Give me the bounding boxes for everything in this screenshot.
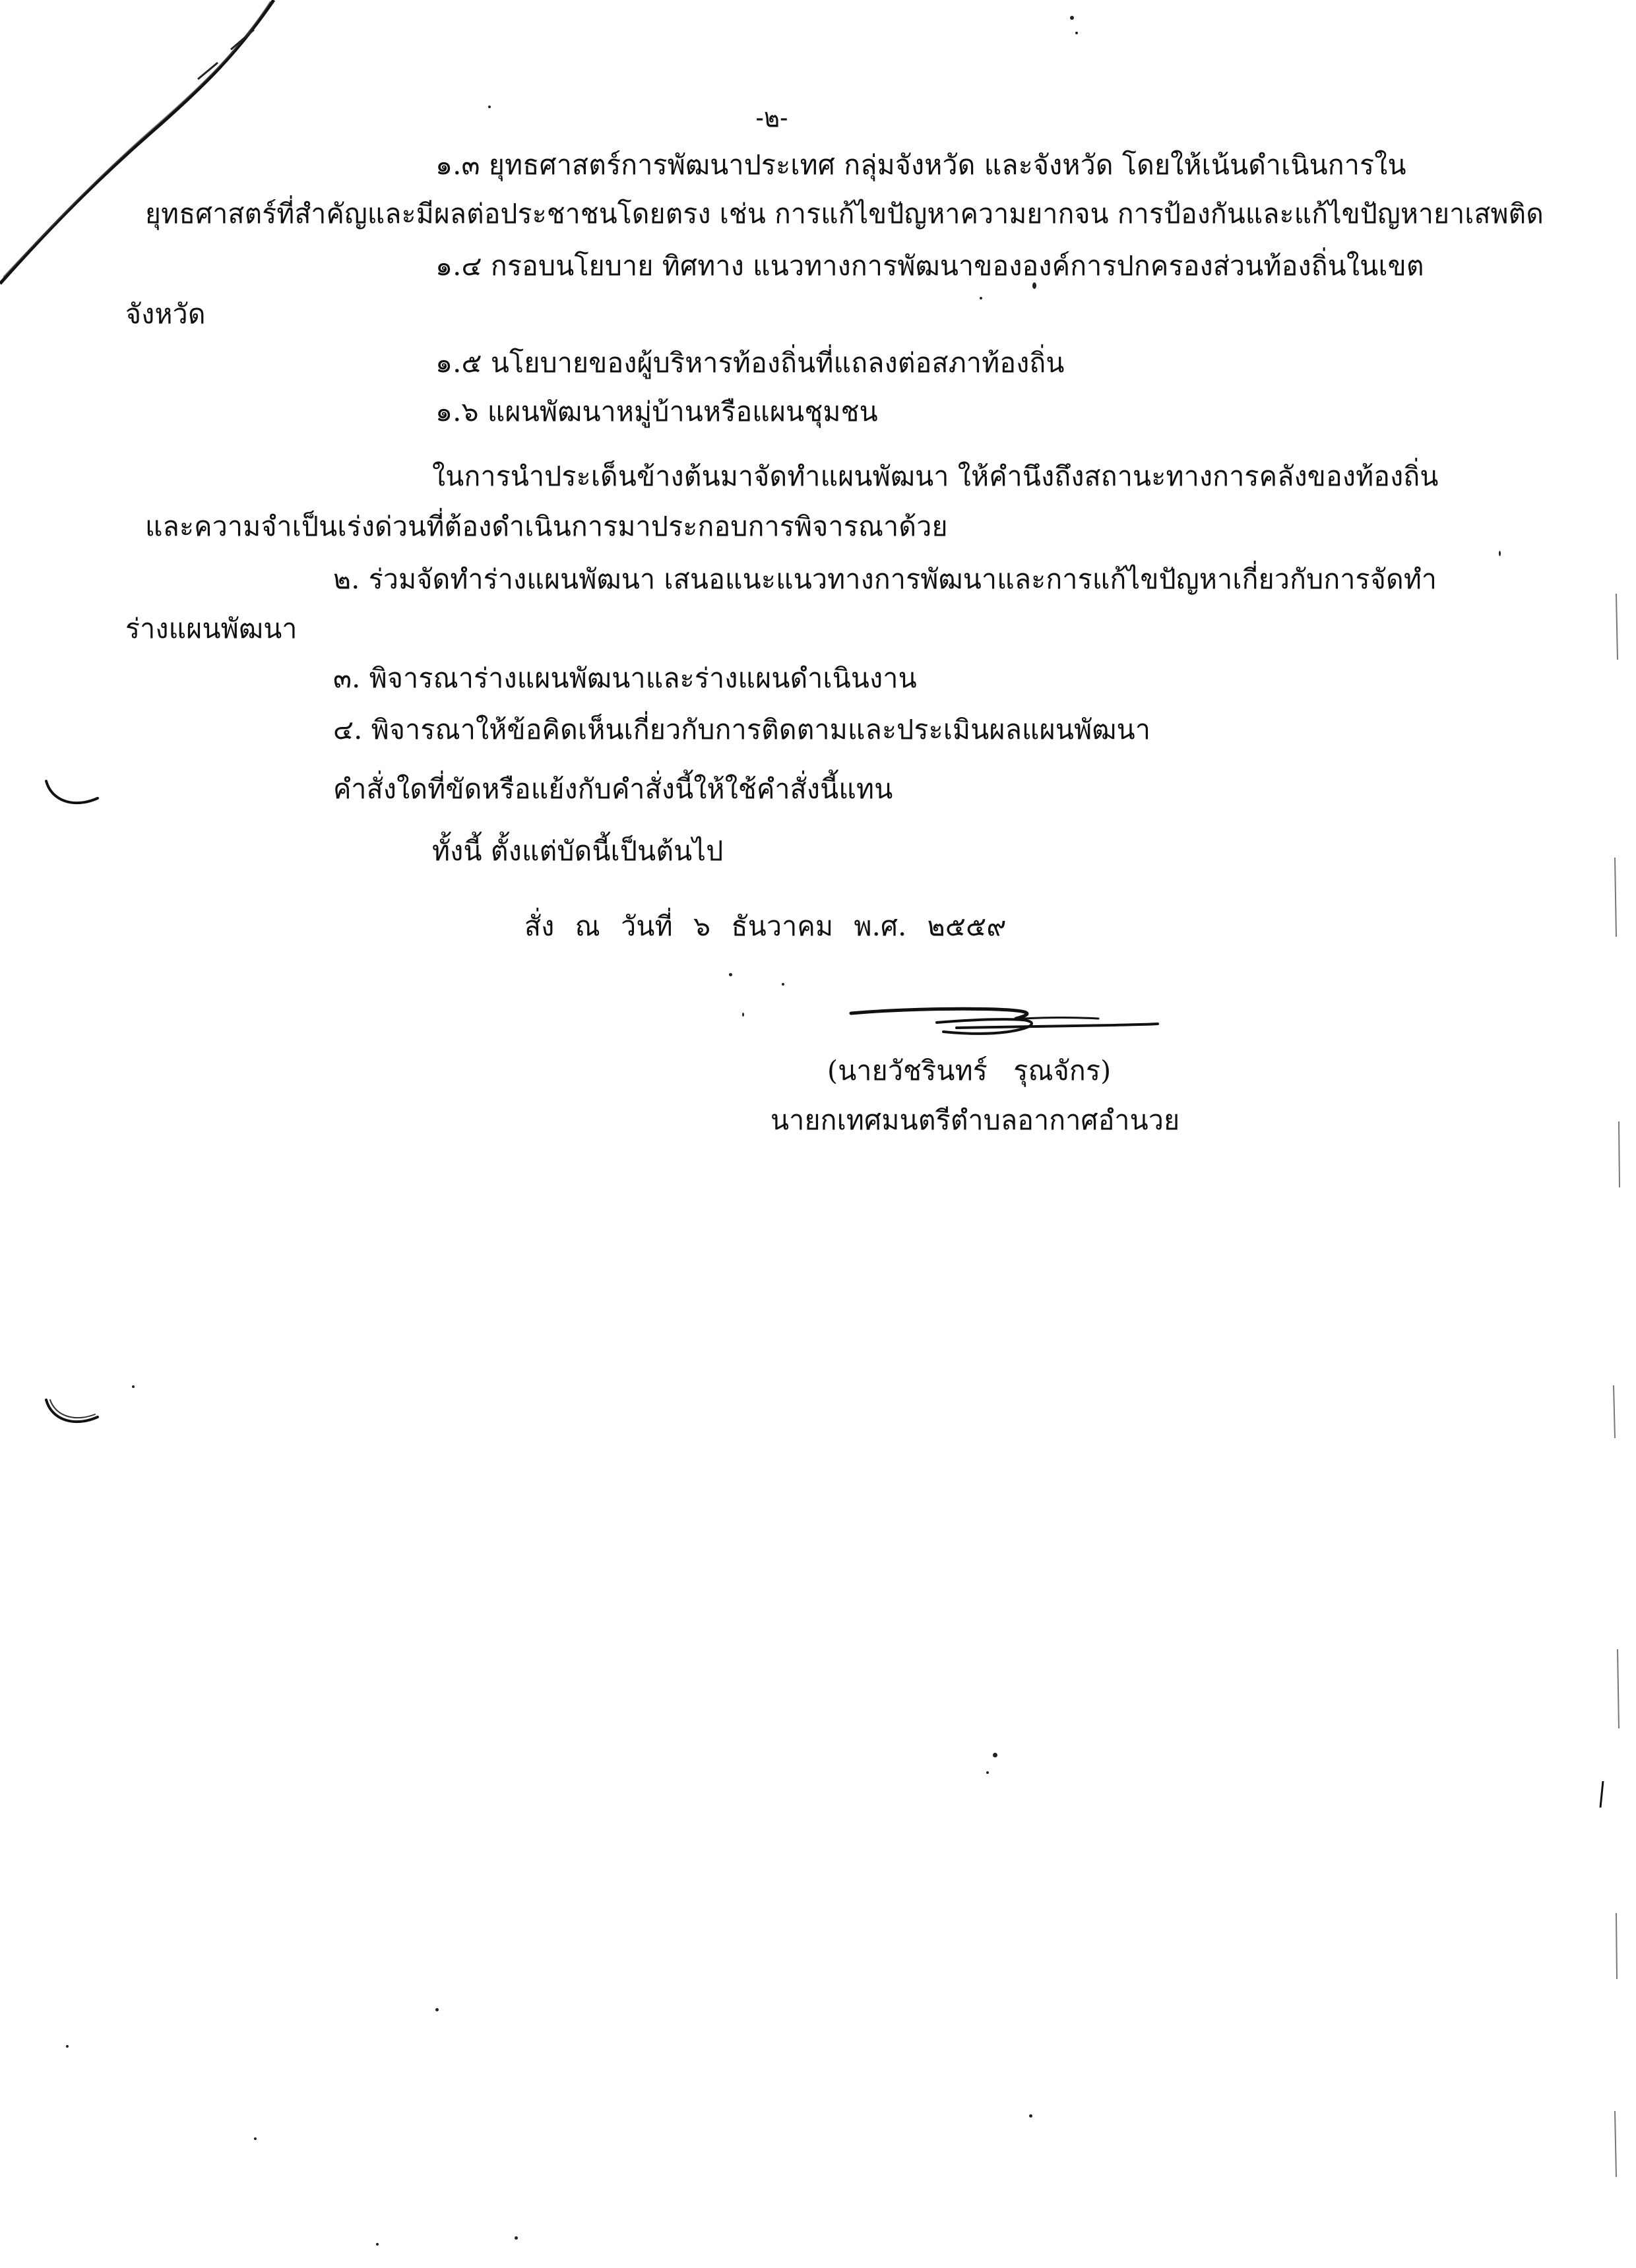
right-edge-scan-noise <box>1590 0 1629 2268</box>
revocation-clause: คำสั่งใดที่ขัดหรือแย้งกับคำสั่งนี้ให้ใช้คำสั่งนี้แทน <box>333 773 893 805</box>
binder-hole-mark-lower <box>44 1397 103 1430</box>
scan-speck <box>435 2008 439 2011</box>
binder-hole-mark-upper <box>44 778 103 811</box>
scan-speck <box>66 2045 69 2048</box>
scan-streak-mark <box>0 0 277 290</box>
scan-speck <box>986 1771 989 1774</box>
paragraph-line1: ในการนำประเด็นข้างต้นมาจัดทำแผนพัฒนา ให้คำนึงถึงสถานะทางการคลังของท้องถิ่น <box>432 460 1439 492</box>
duty-2-line2: ร่างแผนพัฒนา <box>125 613 298 645</box>
date-line: สั่ง ณ วันที่ ๖ ธันวาคม พ.ศ. ๒๕๕๙ <box>524 910 1007 942</box>
paragraph-line2: และความจำเป็นเร่งด่วนที่ต้องดำเนินการมาประกอบการพิจารณาด้วย <box>145 511 948 542</box>
signatory-position: นายกเทศมนตรีตำบลอากาศอำนวย <box>771 1104 1180 1136</box>
scan-speck <box>993 1753 997 1757</box>
scan-speck <box>132 1385 135 1388</box>
scan-speck <box>1075 32 1078 34</box>
scan-speck <box>980 297 982 299</box>
duty-4: ๔. พิจารณาให้ข้อคิดเห็นเกี่ยวกับการติดตามและประเมินผลแผนพัฒนา <box>333 714 1151 745</box>
scan-speck <box>254 2137 257 2140</box>
duty-3: ๓. พิจารณาร่างแผนพัฒนาและร่างแผนดำเนินงาน <box>333 662 917 694</box>
effective-clause: ทั้งนี้ ตั้งแต่บัดนี้เป็นต้นไป <box>432 835 724 867</box>
scan-speck <box>1070 16 1074 20</box>
handwritten-signature <box>838 990 1168 1042</box>
scan-speck <box>782 983 784 986</box>
item-1-3-line1: ๑.๓ ยุทธศาสตร์การพัฒนาประเทศ กลุ่มจังหวัด และจังหวัด โดยให้เน้นดำเนินการใน <box>435 149 1406 181</box>
item-1-4-line1: ๑.๔ กรอบนโยบาย ทิศทาง แนวทางการพัฒนาขององค์การปกครองส่วนท้องถิ่นในเขต <box>435 250 1424 282</box>
duty-2-line1: ๒. ร่วมจัดทำร่างแผนพัฒนา เสนอแนะแนวทางการพัฒนาและการแก้ไขปัญหาเกี่ยวกับการจัดทำ <box>333 563 1437 595</box>
scan-speck <box>729 973 732 976</box>
scan-speck <box>1499 551 1501 556</box>
item-1-4-line2: จังหวัด <box>125 298 206 330</box>
scan-speck <box>1032 282 1036 289</box>
scan-speck <box>376 2243 379 2246</box>
scan-speck <box>488 106 491 108</box>
signatory-name: (นายวัชรินทร์ รุณจักร) <box>827 1055 1112 1087</box>
scan-speck <box>515 2236 518 2240</box>
scan-speck <box>742 1013 744 1017</box>
item-1-5: ๑.๕ นโยบายของผู้บริหารท้องถิ่นที่แถลงต่อสภาท้องถิ่น <box>435 347 1065 379</box>
item-1-6: ๑.๖ แผนพัฒนาหมู่บ้านหรือแผนชุมชน <box>435 396 878 427</box>
item-1-3-line2: ยุทธศาสตร์ที่สำคัญและมีผลต่อประชาชนโดยตรง เช่น การแก้ไขปัญหาความยากจน การป้องกันและแก้ไขปัญหายาเสพติด <box>145 198 1544 230</box>
scan-speck <box>1029 2114 1032 2118</box>
page-number: -๒- <box>755 102 788 133</box>
